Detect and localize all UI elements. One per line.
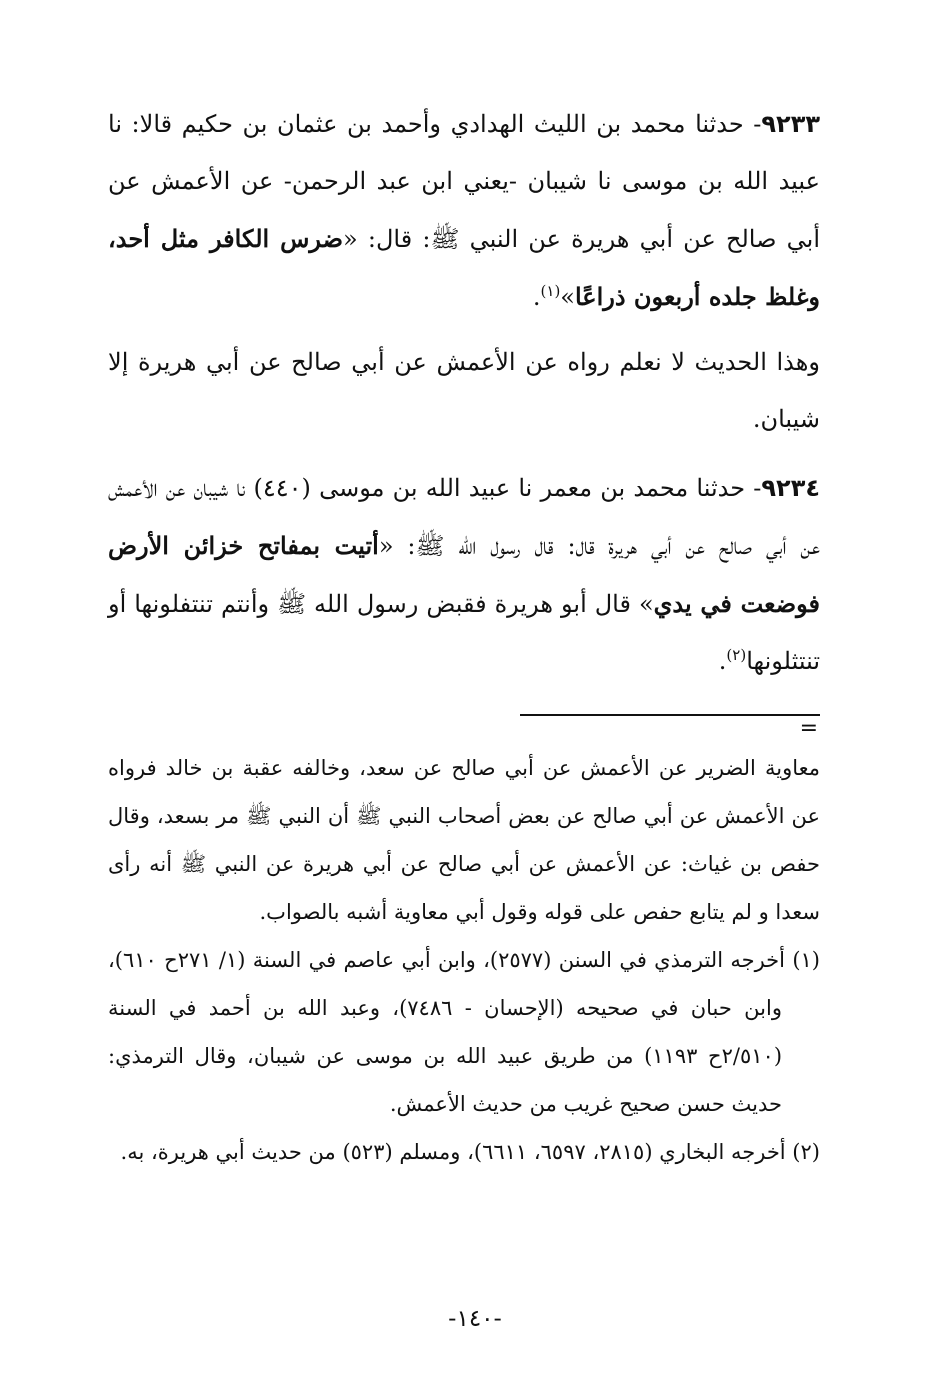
page-number: -١٤٠- bbox=[448, 1306, 502, 1332]
footnotes bbox=[108, 744, 820, 1176]
footnote-ref-1: (١) bbox=[540, 282, 561, 300]
hadith-matn: ضرس الكافر مثل أحد، وغلظ جلده أربعون ذراعًا bbox=[108, 224, 820, 311]
hadith-dash: - bbox=[753, 474, 762, 502]
hadith-matn: أتيت بمفاتح خزائن الأرض فوضعت في يدي bbox=[108, 531, 820, 618]
footnote-separator bbox=[108, 704, 820, 740]
hadith-after: » قال أبو هريرة فقبض رسول الله ﷺ وأنتم تنتفلونها أو تنتثلونها bbox=[108, 590, 820, 675]
hadith-number: ٩٢٣٣ bbox=[761, 110, 820, 138]
hadith-9234 bbox=[108, 460, 820, 690]
hadith-quote-close: » bbox=[560, 283, 575, 311]
footnote-ref-2: (٢) bbox=[726, 646, 747, 664]
hadith-end: . bbox=[718, 647, 727, 675]
hadith-9233 bbox=[108, 96, 820, 326]
hadith-dash: - bbox=[753, 110, 762, 138]
hadith-number: ٩٢٣٤ bbox=[761, 474, 820, 502]
footnote-2: (٢) أخرجه البخاري (٢٨١٥، ٦٥٩٧، ٦٦١١)، ومسلم (٥٢٣) من حديث أبي هريرة، به. bbox=[120, 1140, 820, 1164]
hadith-isnad: حدثنا محمد بن معمر نا عبيد الله بن موسى (٤٤٠) نا شيبان عن الأعمش عن أبي صالح عن أبي هريرة قال: قال رسول الله ﷺ: « bbox=[108, 474, 821, 560]
separator-line bbox=[520, 714, 820, 716]
continuation-mark: = bbox=[799, 716, 818, 741]
footnote-1: (١) أخرجه الترمذي في السنن (٢٥٧٧)، وابن أبي عاصم في السنة (١/ ٢٧١ح ٦١٠)، وابن حبان في صحيحه (الإحسان - ٧٤٨٦)، وعبد الله بن أحمد في السنة (٢/٥١٠ح ١١٩٣) من طريق عبيد الله بن موسى عن شيبان، وقال الترمذي: حديث حسن صحيح غريب من حديث الأعمش. bbox=[108, 948, 820, 1116]
footnote-continuation: معاوية الضرير عن الأعمش عن أبي صالح عن سعد، وخالفه عقبة بن خالد فرواه عن الأعمش عن أبي صالح عن بعض أصحاب النبي ﷺ أن النبي ﷺ مر بسعد، وقال حفص بن غياث: عن الأعمش عن أبي صالح عن أبي هريرة عن النبي ﷺ أنه رأى سعدا و لم يتابع حفص على قوله وقول أبي معاوية أشبه بالصواب. bbox=[108, 756, 820, 924]
hadith-end: . bbox=[532, 283, 541, 311]
commentary: وهذا الحديث لا نعلم رواه عن الأعمش عن أبي صالح عن أبي هريرة إلا شيبان. bbox=[108, 348, 820, 433]
page-body bbox=[108, 96, 820, 1366]
hadith-isnad: حدثنا محمد بن الليث الهدادي وأحمد بن عثمان بن حكيم قالا: نا عبيد الله بن موسى نا شيبان -يعني ابن عبد الرحمن- عن الأعمش عن أبي صالح عن أبي هريرة عن النبي ﷺ: قال: « bbox=[108, 110, 820, 253]
